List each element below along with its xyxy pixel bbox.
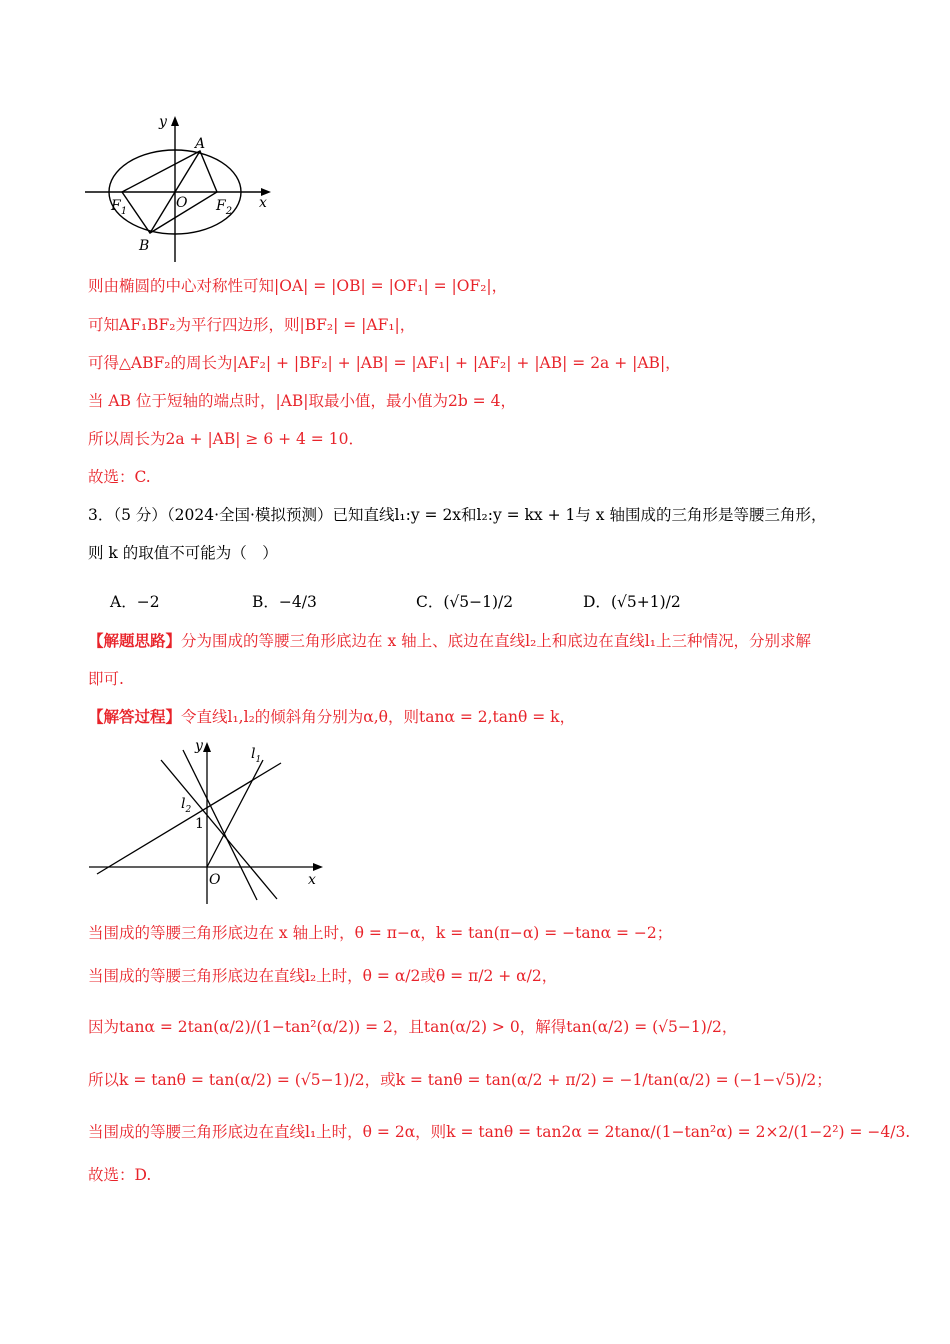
solution-line: 所以周长为2a + |AB| ≥ 6 + 4 = 10． bbox=[88, 430, 364, 448]
solution-line: 可知AF₁BF₂为平行四边形，则|BF₂| = |AF₁|， bbox=[88, 316, 416, 334]
process-line: 【解答过程】令直线l₁,l₂的倾斜角分别为α,θ，则tanα = 2,tanθ = k， bbox=[88, 707, 576, 726]
solution-line: 可得△ABF₂的周长为|AF₂| + |BF₂| + |AB| = |AF₁| + |AF₂| + |AB| = 2a + |AB|， bbox=[88, 354, 681, 372]
label-x: x bbox=[308, 872, 316, 888]
label-O: O bbox=[209, 872, 221, 888]
option-b: B．−4/3 bbox=[252, 593, 317, 611]
label-l1: $l_1$ bbox=[251, 746, 262, 765]
question-3-line2: 则 k 的取值不可能为（ ） bbox=[88, 544, 278, 562]
option-a: A．−2 bbox=[110, 593, 160, 611]
idea-line2: 即可. bbox=[88, 670, 124, 688]
label-F1: $F_1$ bbox=[111, 198, 128, 217]
label-one: 1 bbox=[195, 816, 204, 832]
solution-line: 当围成的等腰三角形底边在直线l₂上时，θ = α/2或θ = π/2 + α/2， bbox=[88, 967, 558, 985]
label-l2: $l_2$ bbox=[181, 796, 192, 815]
answer-line: 故选：D. bbox=[88, 1166, 152, 1184]
label-F2: $F_2$ bbox=[216, 198, 233, 217]
label-B: B bbox=[139, 238, 150, 254]
solution-line: 当围成的等腰三角形底边在 x 轴上时，θ = π−α，k = tan(π−α) = −tanα = −2； bbox=[88, 924, 673, 942]
label-y: y bbox=[159, 114, 167, 130]
solution-line: 当围成的等腰三角形底边在直线l₁上时，θ = 2α，则k = tanθ = tan2α = 2tanα/(1−tan²α) = 2×2/(1−2²) = −4/3. bbox=[88, 1123, 911, 1141]
label-A: A bbox=[195, 136, 206, 152]
option-d: D．(√5+1)/2 bbox=[583, 593, 681, 611]
label-O: O bbox=[176, 195, 188, 211]
solution-line: 当 AB 位于短轴的端点时，|AB|取最小值，最小值为2b = 4， bbox=[88, 392, 516, 410]
lines-figure bbox=[85, 738, 330, 908]
question-3-line1: 3．（5 分）（2024·全国·模拟预测）已知直线l₁:y = 2x和l₂:y = kx + 1与 x 轴围成的三角形是等腰三角形， bbox=[88, 506, 827, 524]
solution-line: 则由椭圆的中心对称性可知|OA| = |OB| = |OF₁| = |OF₂|， bbox=[88, 277, 508, 295]
solution-line: 因为tanα = 2tan(α/2)/(1−tan²(α/2)) = 2，且tan(α/2) > 0，解得tan(α/2) = (√5−1)/2， bbox=[88, 1018, 738, 1036]
solution-line: 所以k = tanθ = tan(α/2) = (√5−1)/2，或k = tanθ = tan(α/2 + π/2) = −1/tan(α/2) = (−1−√5)/2； bbox=[88, 1071, 832, 1089]
label-y: y bbox=[195, 738, 203, 754]
answer-line: 故选：C. bbox=[88, 468, 151, 486]
option-c: C．(√5−1)/2 bbox=[416, 593, 514, 611]
idea-line1: 【解题思路】分为围成的等腰三角形底边在 x 轴上、底边在直线l₂上和底边在直线l₁上三种情况，分别求解 bbox=[88, 631, 811, 650]
ellipse-figure bbox=[85, 110, 285, 270]
label-x: x bbox=[259, 195, 267, 211]
